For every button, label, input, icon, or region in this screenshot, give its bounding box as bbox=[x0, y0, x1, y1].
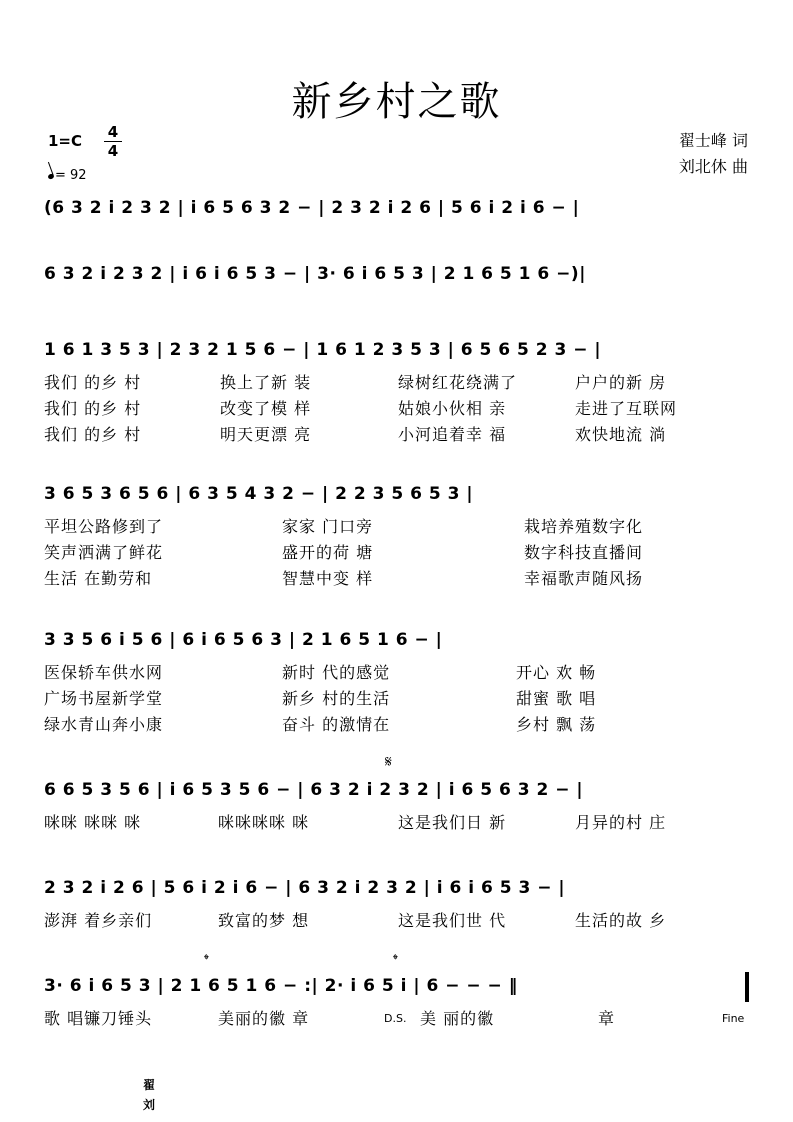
signature-char-2: 刘 bbox=[143, 1098, 156, 1112]
lyric-3b-3: 姑娘小伙相 亲 bbox=[398, 399, 507, 418]
lyric-5b-1: 广场书屋新学堂 bbox=[44, 689, 164, 708]
notation-row-1: (6 3 2 i 2 3 2 | i 6 5 6 3 2 − | 2 3 2 i 2 6 | 5 6 i 2 i 6 − | bbox=[44, 198, 580, 218]
lyric-5b-3: 甜蜜 歌 唱 bbox=[516, 689, 597, 708]
lyric-3b-1: 我们 的乡 村 bbox=[44, 399, 142, 418]
lyric-6-3: 这是我们日 新 bbox=[398, 813, 507, 832]
lyric-4b-1: 笑声洒满了鲜花 bbox=[44, 543, 164, 562]
lyric-8-1: 歌 唱镰刀锤头 bbox=[44, 1009, 153, 1028]
lyric-3-2: 换上了新 装 bbox=[220, 373, 312, 392]
lyric-5-3: 开心 欢 畅 bbox=[516, 663, 597, 682]
lyric-7-3: 这是我们世 代 bbox=[398, 911, 507, 930]
lyric-3-1: 我们 的乡 村 bbox=[44, 373, 142, 392]
lyric-3c-3: 小河追着幸 福 bbox=[398, 425, 507, 444]
lyric-8-3: 美 丽的徽 bbox=[420, 1009, 495, 1028]
lyric-4-2: 家家 门口旁 bbox=[282, 517, 374, 536]
lyric-6-1: 咪咪 咪咪 咪 bbox=[44, 813, 142, 832]
quarter-note-icon bbox=[47, 173, 54, 180]
composer-credit: 刘北休 曲 bbox=[678, 157, 748, 176]
lyric-5c-2: 奋斗 的激情在 bbox=[282, 715, 391, 734]
coda-icon: 𝄌 bbox=[204, 952, 209, 968]
lyric-7-2: 致富的梦 想 bbox=[218, 911, 310, 930]
tempo-value: = 92 bbox=[55, 168, 87, 183]
lyric-3-4: 户户的新 房 bbox=[575, 373, 667, 392]
lyric-3b-4: 走进了互联网 bbox=[575, 399, 678, 418]
lyric-6-2: 咪咪咪咪 咪 bbox=[218, 813, 310, 832]
lyricist-credit: 翟士峰 词 bbox=[678, 131, 748, 150]
lyric-3c-4: 欢快地流 淌 bbox=[575, 425, 667, 444]
lyric-7-4: 生活的故 乡 bbox=[575, 911, 667, 930]
final-barline bbox=[745, 972, 749, 1002]
key-signature: 1=C bbox=[48, 132, 83, 150]
lyric-3c-2: 明天更漂 亮 bbox=[220, 425, 312, 444]
notation-row-7: 2 3 2 i 2 6 | 5 6 i 2 i 6 − | 6 3 2 i 2 3 2 | i 6 i 6 5 3 − | bbox=[44, 878, 566, 898]
notation-row-8: 3· 6 i 6 5 3 | 2 1 6 5 1 6 − :| 2· i 6 5 i | 6 − − − ‖ bbox=[44, 976, 518, 996]
lyric-4-1: 平坦公路修到了 bbox=[44, 517, 164, 536]
lyric-5-2: 新时 代的感觉 bbox=[282, 663, 391, 682]
fine-mark: Fine bbox=[722, 1012, 745, 1025]
notation-row-2: 6 3 2 i 2 3 2 | i 6 i 6 5 3 − | 3· 6 i 6 5 3 | 2 1 6 5 1 6 −)| bbox=[44, 264, 586, 284]
signature-char-1: 翟 bbox=[143, 1078, 156, 1092]
lyric-4c-3: 幸福歌声随风扬 bbox=[524, 569, 644, 588]
notation-row-3: 1 6 1 3 5 3 | 2 3 2 1 5 6 − | 1 6 1 2 3 5 3 | 6 5 6 5 2 3 − | bbox=[44, 340, 602, 360]
lyric-4c-1: 生活 在勤劳和 bbox=[44, 569, 153, 588]
lyric-8-2: 美丽的徽 章 bbox=[218, 1009, 310, 1028]
lyric-7-1: 澎湃 着乡亲们 bbox=[44, 911, 153, 930]
lyric-5c-3: 乡村 飘 荡 bbox=[516, 715, 597, 734]
song-title: 新乡村之歌 bbox=[291, 79, 502, 125]
lyric-5c-1: 绿水青山奔小康 bbox=[44, 715, 164, 734]
coda-icon-2: 𝄌 bbox=[393, 952, 398, 968]
time-signature-top: 4 bbox=[107, 123, 119, 141]
lyric-8-4: 章 bbox=[598, 1009, 616, 1028]
time-signature bbox=[104, 124, 122, 159]
lyric-5-1: 医保轿车供水网 bbox=[44, 663, 164, 682]
time-signature-bottom: 4 bbox=[107, 142, 119, 160]
notation-row-4: 3 6 5 3 6 5 6 | 6 3 5 4 3 2 − | 2 2 3 5 6 5 3 | bbox=[44, 484, 474, 504]
lyric-5b-2: 新乡 村的生活 bbox=[282, 689, 391, 708]
lyric-6-4: 月异的村 庄 bbox=[575, 813, 667, 832]
lyric-3b-2: 改变了模 样 bbox=[220, 399, 312, 418]
lyric-3c-1: 我们 的乡 村 bbox=[44, 425, 142, 444]
lyric-3-3: 绿树红花绕满了 bbox=[398, 373, 518, 392]
lyric-4b-2: 盛开的荷 塘 bbox=[282, 543, 374, 562]
notation-row-6: 6 6 5 3 5 6 | i 6 5 3 5 6 − | 6 3 2 i 2 3 2 | i 6 5 6 3 2 − | bbox=[44, 780, 584, 800]
dal-segno-mark: D.S. bbox=[384, 1012, 407, 1025]
segno-icon: 𝄋 bbox=[385, 752, 392, 771]
tempo-marking bbox=[48, 168, 87, 183]
lyric-4c-2: 智慧中变 样 bbox=[282, 569, 374, 588]
lyric-4-3: 栽培养殖数字化 bbox=[524, 517, 644, 536]
notation-row-5: 3 3 5 6 i 5 6 | 6 i 6 5 6 3 | 2 1 6 5 1 6 − | bbox=[44, 630, 443, 650]
lyric-4b-3: 数字科技直播间 bbox=[524, 543, 644, 562]
